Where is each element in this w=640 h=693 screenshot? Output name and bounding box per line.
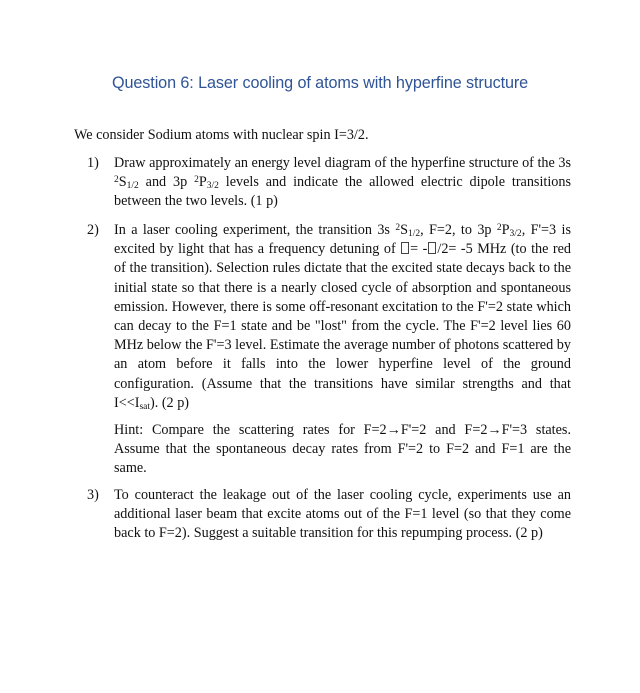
item-number: 1) <box>87 155 99 171</box>
question-title: Question 6: Laser cooling of atoms with hyperfine structure <box>112 74 529 92</box>
question-item-3 <box>87 486 571 544</box>
missing-glyph-icon <box>401 242 409 254</box>
item-number: 3) <box>87 487 99 503</box>
item-text: Draw approximately an energy level diagram of the hyperfine structure of the 3s $^2S_{1/2}$ and 3p $^2P_{3/2}$ levels and indicate the allowed electric dipole transitions between the two levels. (1 p) <box>114 155 571 210</box>
question-item-1 <box>87 154 571 212</box>
missing-glyph-icon <box>428 242 436 254</box>
question-item-2 <box>87 221 571 413</box>
item-number: 2) <box>87 222 99 238</box>
hint-paragraph: Hint: Compare the scattering rates for F=2→F'=2 and F=2→F'=3 states. Assume that the spontaneous decay rates from F'=2 to F=2 and F=1 are the same. <box>114 422 571 477</box>
item-text: In a laser cooling experiment, the transition 3s $^2S_{1/2}$, F=2, to 3p $^2P_{3/2}$, F'=3 is excited by light that has a frequency detuning of = - /2= -5 MHz (to the red of the transition). Selection rules dictate that the excited state decays back to the initial state so that there is a nearly closed cycle of absorption and spontaneous emission. However, there is some off-resonant excitation to the F'=2 state which can decay to the F=1 state and be "lost" from the cycle. The F'=2 level lies 60 MHz below the F'=3 level. Estimate the average number of photons scattered by an atom before it falls into the lower hyperfine level of the ground configuration. (Assume that the transitions have similar strengths and that $I<<I_{sat}$). (2 p) <box>114 222 571 412</box>
intro-paragraph: We consider Sodium atoms with nuclear spin I=3/2. <box>74 127 369 143</box>
item-text: To counteract the leakage out of the laser cooling cycle, experiments use an additional laser beam that excite atoms out of the F=1 level (so that they come back to F=2). Suggest a suitable transition for this repumping process. (2 p) <box>114 487 571 542</box>
